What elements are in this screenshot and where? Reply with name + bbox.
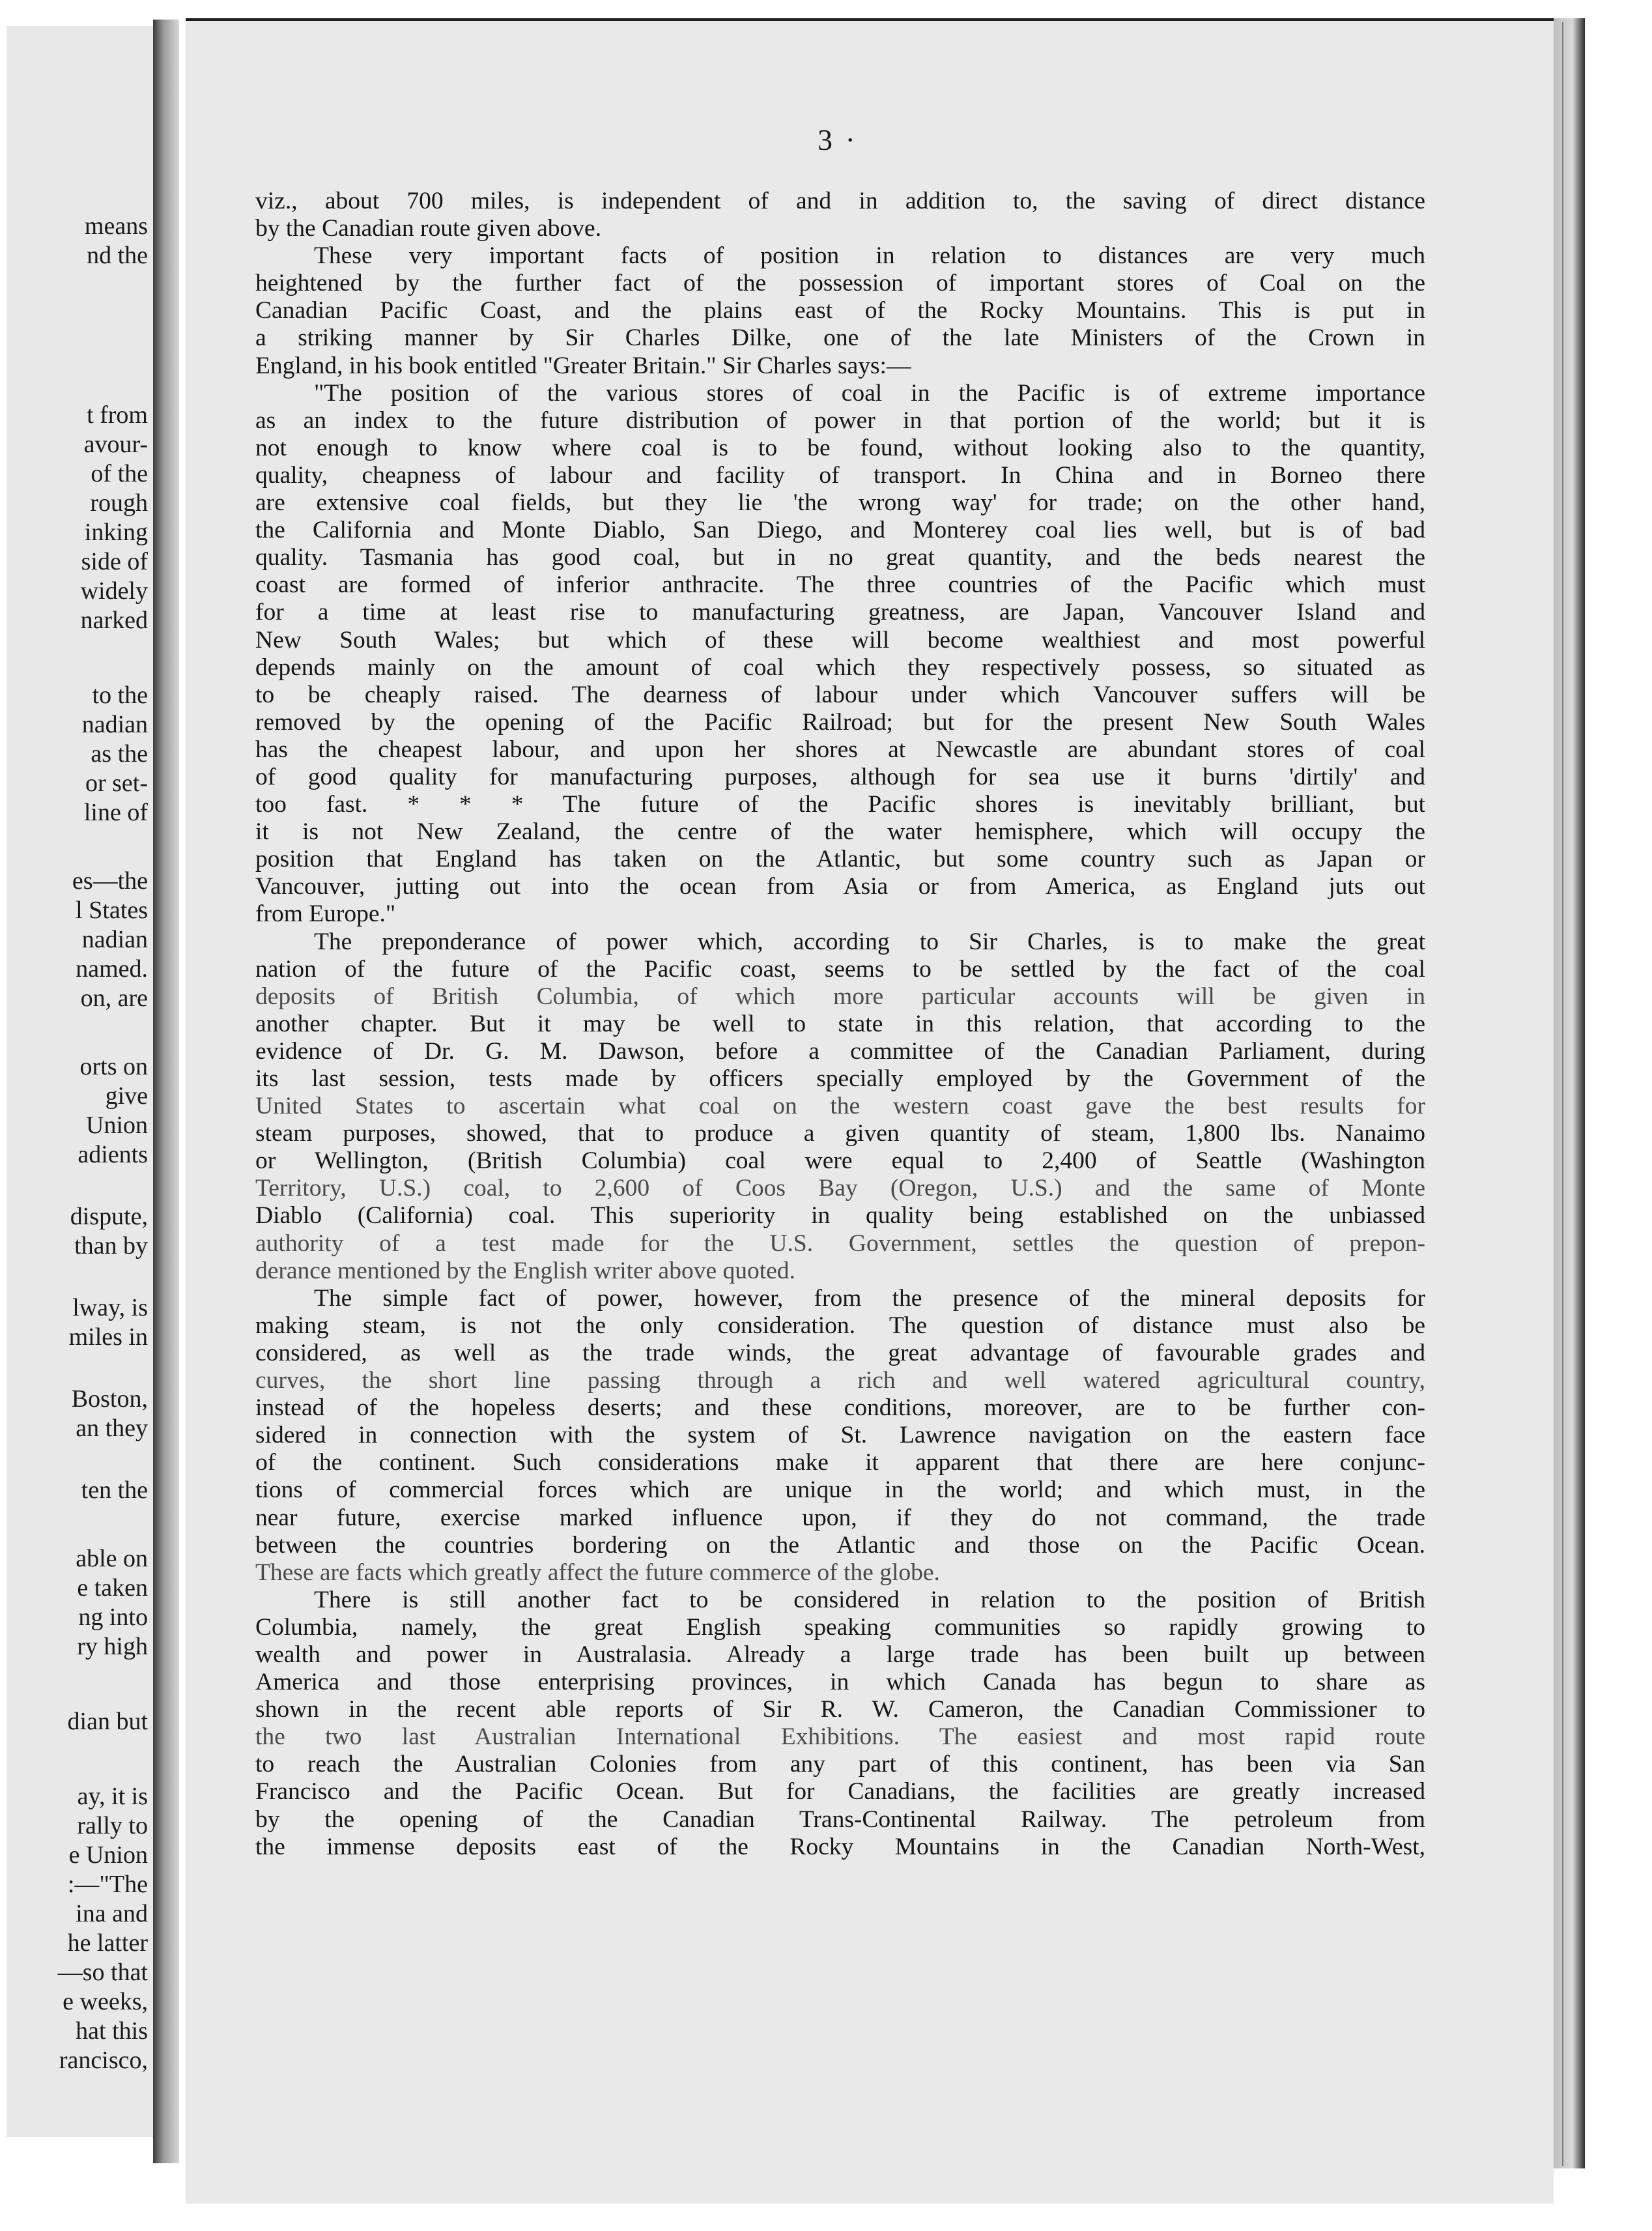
left-page-fragment: ry high <box>77 1633 148 1660</box>
text-line: Canadian Pacific Coast, and the plains east of the Rocky Mountains. This is put in <box>255 297 1425 324</box>
left-page-fragment: rally to <box>77 1812 148 1839</box>
text-line: the California and Monte Diablo, San Diego, and Monterey coal lies well, but is of bad <box>255 517 1425 544</box>
text-line: considered, as well as the trade winds, the great advantage of favourable grades and <box>255 1339 1425 1366</box>
text-line: curves, the short line passing through a rich and well watered agricultural country, <box>255 1367 1425 1394</box>
text-line: removed by the opening of the Pacific Railroad; but for the present New South Wales <box>255 708 1425 736</box>
text-line: authority of a test made for the U.S. Government, settles the question of prepon- <box>255 1230 1425 1257</box>
text-line: near future, exercise marked influence upon, if they do not command, the trade <box>255 1504 1425 1531</box>
left-page-fragment: avour- <box>83 431 148 458</box>
left-page-fragment: rancisco, <box>59 2047 148 2074</box>
left-page-fragment: able on <box>76 1545 148 1572</box>
left-page-fragment: t from <box>87 401 148 429</box>
left-page-fragment: of the <box>91 460 148 487</box>
text-line: by the Canadian route given above. <box>255 215 602 242</box>
text-line: depends mainly on the amount of coal which they respectively possess, so situated as <box>255 654 1425 681</box>
left-page-fragment: line of <box>83 799 148 826</box>
text-line: another chapter. But it may be well to state in this relation, that according to the <box>255 1010 1425 1037</box>
text-line: quality, cheapness of labour and facility of transport. In China and in Borneo there <box>255 461 1425 489</box>
left-page-fragment: e Union <box>68 1841 148 1869</box>
left-page-fragment: ay, it is <box>77 1783 148 1810</box>
left-page-fragment: on, are <box>80 985 148 1012</box>
left-page-fragment: orts on <box>79 1053 148 1080</box>
text-line: Francisco and the Pacific Ocean. But for Canadians, the facilities are greatly increased <box>255 1778 1425 1806</box>
left-page-fragment: adients <box>78 1141 148 1168</box>
text-line: England, in his book entitled "Greater Britain." Sir Charles says:— <box>255 352 911 379</box>
left-page-fragment: narked <box>80 607 148 634</box>
left-page-fragment: an they <box>76 1415 148 1442</box>
left-page-fragment: give <box>105 1082 148 1110</box>
text-line: Vancouver, jutting out into the ocean from Asia or from America, as England juts out <box>255 873 1425 900</box>
text-line: deposits of British Columbia, of which more particular accounts will be given in <box>255 983 1425 1010</box>
left-page-fragment: as the <box>91 740 148 768</box>
left-facing-page <box>7 26 157 2137</box>
left-page-fragment: hat this <box>76 2017 148 2045</box>
text-line: too fast. * * * The future of the Pacific shores is inevitably brilliant, but <box>255 791 1425 818</box>
text-line: Columbia, namely, the great English speaking communities so rapidly growing to <box>255 1613 1425 1641</box>
text-line: not enough to know where coal is to be found, without looking also to the quantity, <box>255 434 1425 461</box>
left-page-fragment: rough <box>90 489 148 517</box>
body-text <box>255 188 1425 1861</box>
left-page-fragment: to the <box>92 682 148 709</box>
text-line: position that England has taken on the Atlantic, but some country such as Japan or <box>255 846 1425 873</box>
text-line: United States to ascertain what coal on the western coast gave the best results for <box>255 1093 1425 1120</box>
left-page-fragment: dispute, <box>70 1203 148 1230</box>
text-line: by the opening of the Canadian Trans-Continental Railway. The petroleum from <box>255 1806 1425 1833</box>
text-line: New South Wales; but which of these will become wealthiest and most powerful <box>255 626 1425 654</box>
left-page-fragment: than by <box>74 1232 148 1259</box>
page-number: 3 · <box>818 123 858 156</box>
text-line: from Europe." <box>255 900 396 928</box>
text-line: the two last Australian International Exhibitions. The easiest and most rapid route <box>255 1723 1425 1751</box>
text-line: heightened by the further fact of the possession of important stores of Coal on the <box>255 270 1425 297</box>
text-line: of good quality for manufacturing purposes, although for sea use it burns 'dirtily' and <box>255 763 1425 790</box>
text-line: as an index to the future distribution of power in that portion of the world; but it is <box>255 407 1425 434</box>
left-page-fragment: nadian <box>81 711 148 738</box>
text-line: between the countries bordering on the Atlantic and those on the Pacific Ocean. <box>255 1531 1425 1559</box>
text-line: to reach the Australian Colonies from any part of this continent, has been via San <box>255 1751 1425 1778</box>
text-line: or Wellington, (British Columbia) coal were equal to 2,400 of Seattle (Washington <box>255 1147 1425 1175</box>
text-line: nation of the future of the Pacific coast, seems to be settled by the fact of the coal <box>255 955 1425 983</box>
left-page-fragment: lway, is <box>72 1294 148 1321</box>
text-line: viz., about 700 miles, is independent of and in addition to, the saving of direct distance <box>255 188 1425 214</box>
text-line: the immense deposits east of the Rocky Mountains in the Canadian North-West, <box>255 1833 1425 1860</box>
page-edge <box>1554 18 1585 2168</box>
text-line: These are facts which greatly affect the future commerce of the globe. <box>255 1559 940 1586</box>
left-page-fragment: side of <box>81 548 148 575</box>
left-page-fragment: es—the <box>72 867 148 895</box>
left-page-fragment: Boston, <box>71 1385 148 1413</box>
left-page-fragment: ina and <box>76 1900 148 1927</box>
left-page-fragment: ng into <box>78 1604 148 1631</box>
text-line: evidence of Dr. G. M. Dawson, before a committee of the Canadian Parliament, during <box>255 1037 1425 1065</box>
left-page-fragment: Union <box>86 1112 148 1139</box>
text-line: its last session, tests made by officers specially employed by the Government of the <box>255 1065 1425 1092</box>
left-page-fragment: miles in <box>68 1323 148 1351</box>
text-line: derance mentioned by the English writer above quoted. <box>255 1257 795 1284</box>
text-line: making steam, is not the only consideration. The question of distance must also be <box>255 1312 1425 1339</box>
left-page-fragment: ten the <box>81 1476 148 1504</box>
left-page-fragment: named. <box>76 955 148 983</box>
text-line: sidered in connection with the system of St. Lawrence navigation on the eastern face <box>255 1422 1425 1449</box>
left-page-fragment: :—"The <box>67 1871 148 1898</box>
text-line: quality. Tasmania has good coal, but in no great quantity, and the beds nearest the <box>255 544 1425 571</box>
left-page-fragment: —so that <box>57 1959 148 1986</box>
left-page-fragment: nadian <box>81 926 148 953</box>
text-line: Territory, U.S.) coal, to 2,600 of Coos Bay (Oregon, U.S.) and the same of Monte <box>255 1175 1425 1202</box>
text-line: coast are formed of inferior anthracite. The three countries of the Pacific which must <box>255 571 1425 599</box>
left-page-fragment: dian but <box>67 1708 148 1735</box>
text-line: has the cheapest labour, and upon her shores at Newcastle are abundant stores of coal <box>255 736 1425 763</box>
left-page-fragment: means <box>84 212 148 240</box>
left-page-fragment: e weeks, <box>63 1988 148 2015</box>
text-line: tions of commercial forces which are unique in the world; and which must, in the <box>255 1476 1425 1504</box>
left-page-fragment: inking <box>84 519 148 546</box>
text-line: These very important facts of position in relation to distances are very much <box>314 242 1425 270</box>
left-page-fragment: e taken <box>77 1574 148 1602</box>
text-line: it is not New Zealand, the centre of the water hemisphere, which will occupy the <box>255 818 1425 846</box>
text-line: Diablo (California) coal. This superiority in quality being established on the unbiassed <box>255 1202 1425 1230</box>
text-line: steam purposes, showed, that to produce a given quantity of steam, 1,800 lbs. Nanaimo <box>255 1120 1425 1147</box>
text-line: The preponderance of power which, according to Sir Charles, is to make the great <box>314 928 1425 955</box>
text-line: The simple fact of power, however, from the presence of the mineral deposits for <box>314 1284 1425 1312</box>
book-gutter <box>153 20 179 2163</box>
text-line: shown in the recent able reports of Sir R. W. Cameron, the Canadian Commissioner to <box>255 1696 1425 1723</box>
text-line: There is still another fact to be considered in relation to the position of British <box>314 1586 1425 1613</box>
page-edge-line <box>1562 22 1563 2166</box>
left-page-fragment: he latter <box>67 1929 148 1957</box>
text-line: to be cheaply raised. The dearness of labour under which Vancouver suffers will be <box>255 681 1425 708</box>
text-line: "The position of the various stores of coal in the Pacific is of extreme importance <box>314 379 1425 407</box>
left-page-fragment: widely <box>80 577 148 605</box>
text-line: instead of the hopeless deserts; and these conditions, moreover, are to be further con- <box>255 1394 1425 1422</box>
left-page-fragment: nd the <box>87 242 148 269</box>
text-line: a striking manner by Sir Charles Dilke, one of the late Ministers of the Crown in <box>255 324 1425 352</box>
text-line: of the continent. Such considerations make it apparent that there are here conjunc- <box>255 1449 1425 1476</box>
left-page-fragment: l States <box>76 897 148 924</box>
left-page-fragment: or set- <box>85 770 148 797</box>
text-line: wealth and power in Australasia. Already a large trade has been built up between <box>255 1641 1425 1668</box>
text-line: are extensive coal fields, but they lie 'the wrong way' for trade; on the other hand, <box>255 489 1425 517</box>
text-line: America and those enterprising provinces, in which Canada has begun to share as <box>255 1669 1425 1696</box>
text-line: for a time at least rise to manufacturing greatness, are Japan, Vancouver Island and <box>255 599 1425 626</box>
